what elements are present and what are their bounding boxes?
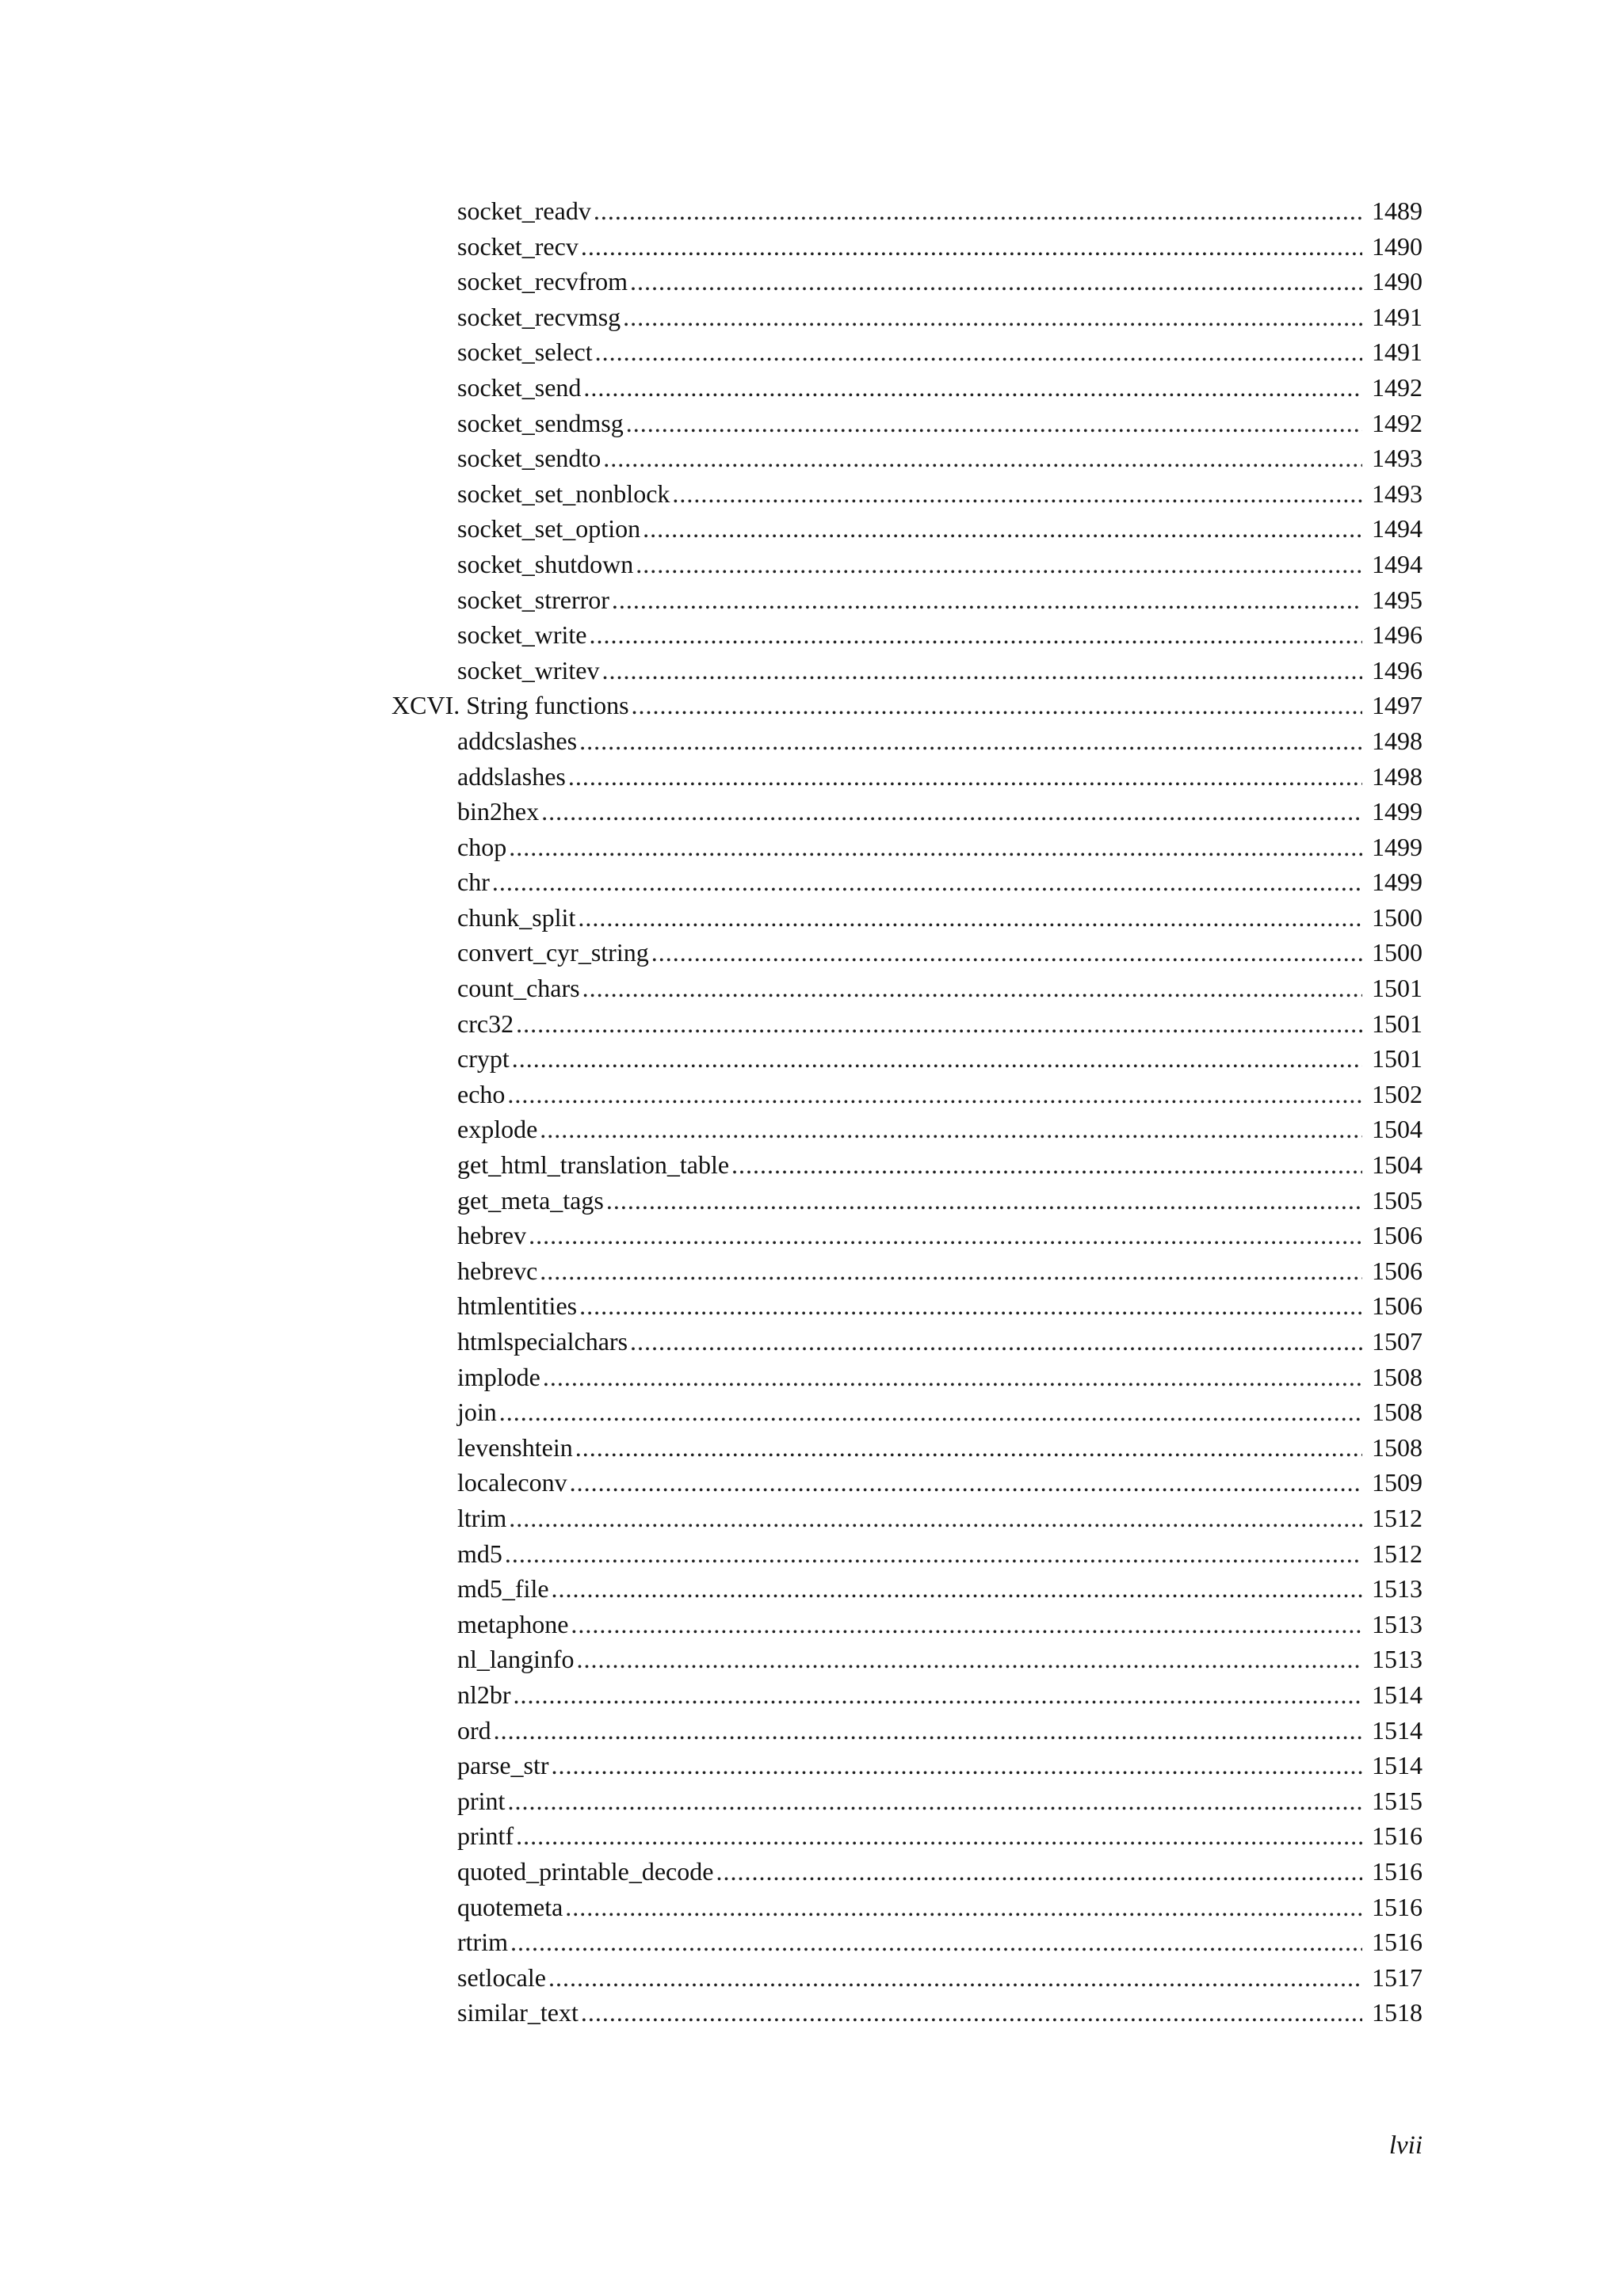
toc-entry[interactable]: [0, 1995, 1623, 2031]
toc-page-number: 1516: [1372, 1892, 1423, 1921]
dot-leader: [672, 476, 1362, 512]
dot-leader: [578, 900, 1362, 936]
toc-entry[interactable]: [0, 193, 1623, 229]
toc-entry-title: addslashes: [457, 761, 566, 791]
dot-leader: [529, 1218, 1362, 1253]
toc-entry-title: localeconv: [457, 1468, 567, 1497]
toc-entry-title: count_chars: [457, 974, 580, 1003]
dot-leader: [568, 759, 1362, 795]
toc-page-number: 1513: [1372, 1609, 1423, 1638]
toc-page-number: 1492: [1372, 372, 1423, 402]
toc-page-number: 1506: [1372, 1291, 1423, 1321]
toc-entry[interactable]: [0, 1677, 1623, 1713]
toc-entry[interactable]: [0, 1253, 1623, 1289]
toc-entry-title: bin2hex: [457, 797, 540, 826]
toc-entry[interactable]: [0, 582, 1623, 618]
toc-entry[interactable]: [0, 264, 1623, 299]
dot-leader: [582, 971, 1362, 1006]
toc-page-number: 1499: [1372, 797, 1423, 826]
toc-entry[interactable]: [0, 476, 1623, 512]
dot-leader: [571, 1607, 1362, 1642]
dot-leader: [540, 1253, 1362, 1289]
toc-page-number: 1491: [1372, 338, 1423, 367]
toc-entry-title: crypt: [457, 1044, 510, 1074]
toc-entry-title: explode: [457, 1115, 538, 1144]
toc-page-number: 1499: [1372, 832, 1423, 861]
dot-leader: [595, 334, 1362, 370]
toc-entry-title: quoted_printable_decode: [457, 1856, 714, 1886]
dot-leader: [516, 1818, 1362, 1854]
dot-leader: [731, 1147, 1362, 1183]
dot-leader: [509, 830, 1362, 865]
toc-entry[interactable]: [0, 723, 1623, 759]
dot-leader: [630, 1324, 1362, 1360]
toc-entry-title: implode: [457, 1362, 540, 1391]
toc-page-number: 1490: [1372, 231, 1423, 261]
toc-page-number: 1508: [1372, 1432, 1423, 1462]
toc-page-number: 1499: [1372, 868, 1423, 897]
toc-entry-title: socket_set_option: [457, 514, 641, 543]
toc-page-number: 1518: [1372, 1998, 1423, 2027]
dot-leader: [612, 582, 1362, 618]
toc-entry-title: quotemeta: [457, 1892, 563, 1921]
toc-page-number: 1501: [1372, 1044, 1423, 1074]
toc-entry[interactable]: [0, 1465, 1623, 1501]
toc-entry-title: socket_strerror: [457, 585, 609, 614]
dot-leader: [630, 264, 1362, 299]
toc-entry-title: parse_str: [457, 1751, 549, 1780]
toc-entry-title: chr: [457, 868, 490, 897]
toc-entry-title: get_meta_tags: [457, 1185, 604, 1215]
toc-entry-title: htmlspecialchars: [457, 1327, 628, 1356]
toc-page-number: 1500: [1372, 902, 1423, 932]
toc-entry[interactable]: [0, 1183, 1623, 1219]
dot-leader: [603, 441, 1362, 476]
toc-entry-title: join: [457, 1398, 497, 1427]
toc-page-number: 1498: [1372, 726, 1423, 755]
toc-entry-title: socket_readv: [457, 196, 591, 225]
toc-page-number: 1491: [1372, 302, 1423, 331]
toc-entry-title: socket_recv: [457, 231, 579, 261]
toc-entry[interactable]: [0, 653, 1623, 688]
dot-leader: [548, 1960, 1362, 1996]
toc-page-number: 1515: [1372, 1786, 1423, 1815]
dot-leader: [516, 1006, 1362, 1042]
toc-entry[interactable]: [0, 1430, 1623, 1466]
toc-entry-title: printf: [457, 1821, 514, 1851]
toc-entry-title: socket_shutdown: [457, 549, 634, 578]
toc-entry[interactable]: [0, 1890, 1623, 1925]
dot-leader: [583, 370, 1362, 406]
toc-entry[interactable]: [0, 1818, 1623, 1854]
dot-leader: [602, 653, 1363, 688]
toc-entry[interactable]: [0, 617, 1623, 653]
dot-leader: [514, 1677, 1362, 1713]
toc-page-number: 1493: [1372, 444, 1423, 473]
toc-entry[interactable]: [0, 1041, 1623, 1077]
toc-entry-title: nl2br: [457, 1680, 511, 1709]
toc-entry-title: get_html_translation_table: [457, 1150, 730, 1180]
toc-entry[interactable]: [0, 1288, 1623, 1324]
toc-entry-title: XCVI. String functions: [391, 691, 629, 720]
dot-leader: [716, 1854, 1362, 1890]
toc-page-number: 1516: [1372, 1821, 1423, 1851]
toc-entry-title: socket_write: [457, 620, 587, 650]
toc-entry[interactable]: [0, 1642, 1623, 1677]
toc-entry-title: chunk_split: [457, 902, 576, 932]
toc-entry-title: socket_recvfrom: [457, 267, 628, 296]
toc-page-number: 1489: [1372, 196, 1423, 225]
toc-entry-title: rtrim: [457, 1928, 508, 1957]
toc-entry[interactable]: [0, 1536, 1623, 1572]
dot-leader: [505, 1536, 1362, 1572]
toc-entry[interactable]: [0, 547, 1623, 582]
toc-entry-title: convert_cyr_string: [457, 938, 649, 967]
toc-page-number: 1497: [1372, 691, 1423, 720]
toc-entry[interactable]: [0, 1501, 1623, 1536]
toc-page-number: 1501: [1372, 974, 1423, 1003]
toc-entry[interactable]: [0, 1783, 1623, 1819]
toc-entry[interactable]: [0, 1006, 1623, 1042]
toc-entry[interactable]: [0, 794, 1623, 830]
dot-leader: [510, 1924, 1362, 1960]
toc-page-number: 1504: [1372, 1150, 1423, 1180]
toc-page-number: 1490: [1372, 267, 1423, 296]
toc-entry[interactable]: [0, 1394, 1623, 1430]
toc-page-number: 1504: [1372, 1115, 1423, 1144]
toc-page-number: 1506: [1372, 1256, 1423, 1285]
toc-entry[interactable]: [0, 1924, 1623, 1960]
toc-entry-title: hebrev: [457, 1221, 527, 1250]
toc-page-number: 1513: [1372, 1574, 1423, 1604]
toc-entry-title: setlocale: [457, 1962, 546, 1992]
toc-page-number: 1509: [1372, 1468, 1423, 1497]
toc-page-number: 1508: [1372, 1398, 1423, 1427]
toc-entry-title: socket_select: [457, 338, 593, 367]
dot-leader: [590, 617, 1363, 653]
dot-leader: [565, 1890, 1362, 1925]
toc-page-number: 1513: [1372, 1645, 1423, 1674]
toc-entry-title: socket_sendto: [457, 444, 601, 473]
dot-leader: [581, 229, 1362, 265]
dot-leader: [636, 547, 1362, 582]
toc-entry-title: socket_sendmsg: [457, 408, 624, 437]
toc-entry-title: hebrevc: [457, 1256, 538, 1285]
toc-page-number: 1498: [1372, 761, 1423, 791]
toc-entry-title: md5_file: [457, 1574, 549, 1604]
toc-entry[interactable]: [0, 229, 1623, 265]
toc-entry[interactable]: [0, 1960, 1623, 1996]
toc-page-number: 1493: [1372, 479, 1423, 508]
dot-leader: [552, 1748, 1362, 1783]
dot-leader: [651, 935, 1362, 971]
dot-leader: [579, 723, 1362, 759]
toc-page-number: 1494: [1372, 514, 1423, 543]
toc-entry[interactable]: [0, 441, 1623, 476]
toc-entry-title: print: [457, 1786, 506, 1815]
dot-leader: [512, 1041, 1362, 1077]
toc-entry[interactable]: [0, 1147, 1623, 1183]
dot-leader: [632, 688, 1362, 723]
dot-leader: [552, 1571, 1362, 1607]
dot-leader: [581, 1995, 1362, 2031]
toc-entry[interactable]: [0, 1713, 1623, 1749]
toc-page-number: 1512: [1372, 1503, 1423, 1532]
toc-entry-title: ltrim: [457, 1503, 507, 1532]
toc-entry-title: similar_text: [457, 1998, 579, 2027]
toc-page-number: 1500: [1372, 938, 1423, 967]
toc-entry[interactable]: [0, 370, 1623, 406]
dot-leader: [623, 299, 1362, 335]
toc-page-number: 1517: [1372, 1962, 1423, 1992]
toc-page-number: 1505: [1372, 1185, 1423, 1215]
toc-entry-title: chop: [457, 832, 507, 861]
toc-page-number: 1514: [1372, 1680, 1423, 1709]
toc-entry[interactable]: [0, 1571, 1623, 1607]
toc-page-number: 1514: [1372, 1715, 1423, 1745]
table-of-contents: [0, 193, 1623, 2031]
dot-leader: [570, 1465, 1362, 1501]
toc-entry-title: socket_set_nonblock: [457, 479, 670, 508]
dot-leader: [499, 1394, 1362, 1430]
toc-entry[interactable]: [0, 830, 1623, 865]
dot-leader: [626, 406, 1362, 441]
toc-page-number: 1507: [1372, 1327, 1423, 1356]
toc-entry-title: levenshtein: [457, 1432, 573, 1462]
toc-entry-title: addcslashes: [457, 726, 578, 755]
toc-page-number: 1495: [1372, 585, 1423, 614]
toc-section-heading[interactable]: [0, 688, 1623, 723]
page-number: lvii: [1388, 2131, 1423, 2160]
toc-entry-title: md5: [457, 1539, 502, 1568]
dot-leader: [507, 1077, 1362, 1112]
dot-leader: [541, 794, 1362, 830]
dot-leader: [577, 1642, 1362, 1677]
toc-page-number: 1512: [1372, 1539, 1423, 1568]
toc-entry[interactable]: [0, 1854, 1623, 1890]
toc-entry[interactable]: [0, 511, 1623, 547]
toc-entry-title: echo: [457, 1079, 506, 1108]
dot-leader: [492, 864, 1362, 900]
toc-page-number: 1496: [1372, 655, 1423, 685]
dot-leader: [540, 1112, 1362, 1147]
toc-entry-title: socket_recvmsg: [457, 302, 621, 331]
toc-entry-title: metaphone: [457, 1609, 569, 1638]
toc-entry-title: crc32: [457, 1009, 514, 1038]
toc-entry-title: nl_langinfo: [457, 1645, 575, 1674]
toc-entry[interactable]: [0, 1077, 1623, 1112]
dot-leader: [543, 1360, 1362, 1395]
toc-page-number: 1516: [1372, 1856, 1423, 1886]
toc-page-number: 1492: [1372, 408, 1423, 437]
toc-entry[interactable]: [0, 759, 1623, 795]
toc-entry[interactable]: [0, 299, 1623, 335]
toc-page-number: 1516: [1372, 1928, 1423, 1957]
dot-leader: [494, 1713, 1362, 1749]
toc-entry[interactable]: [0, 935, 1623, 971]
toc-entry-title: ord: [457, 1715, 491, 1745]
toc-entry[interactable]: [0, 1360, 1623, 1395]
dot-leader: [606, 1183, 1362, 1219]
toc-entry[interactable]: [0, 1748, 1623, 1783]
toc-page-number: 1514: [1372, 1751, 1423, 1780]
dot-leader: [643, 511, 1362, 547]
dot-leader: [575, 1430, 1362, 1466]
toc-page-number: 1506: [1372, 1221, 1423, 1250]
toc-entry[interactable]: [0, 900, 1623, 936]
toc-page-number: 1508: [1372, 1362, 1423, 1391]
toc-entry[interactable]: [0, 1607, 1623, 1642]
dot-leader: [594, 193, 1362, 229]
toc-page-number: 1494: [1372, 549, 1423, 578]
toc-page-number: 1501: [1372, 1009, 1423, 1038]
toc-entry[interactable]: [0, 1324, 1623, 1360]
toc-entry-title: socket_send: [457, 372, 582, 402]
toc-page-number: 1502: [1372, 1079, 1423, 1108]
toc-entry[interactable]: [0, 1112, 1623, 1147]
dot-leader: [509, 1501, 1362, 1536]
toc-page-number: 1496: [1372, 620, 1423, 650]
dot-leader: [507, 1783, 1362, 1819]
toc-entry-title: socket_writev: [457, 655, 600, 685]
toc-entry[interactable]: [0, 971, 1623, 1006]
toc-entry-title: htmlentities: [457, 1291, 578, 1321]
toc-entry[interactable]: [0, 406, 1623, 441]
toc-entry[interactable]: [0, 1218, 1623, 1253]
toc-entry[interactable]: [0, 864, 1623, 900]
dot-leader: [579, 1288, 1362, 1324]
toc-entry[interactable]: [0, 334, 1623, 370]
